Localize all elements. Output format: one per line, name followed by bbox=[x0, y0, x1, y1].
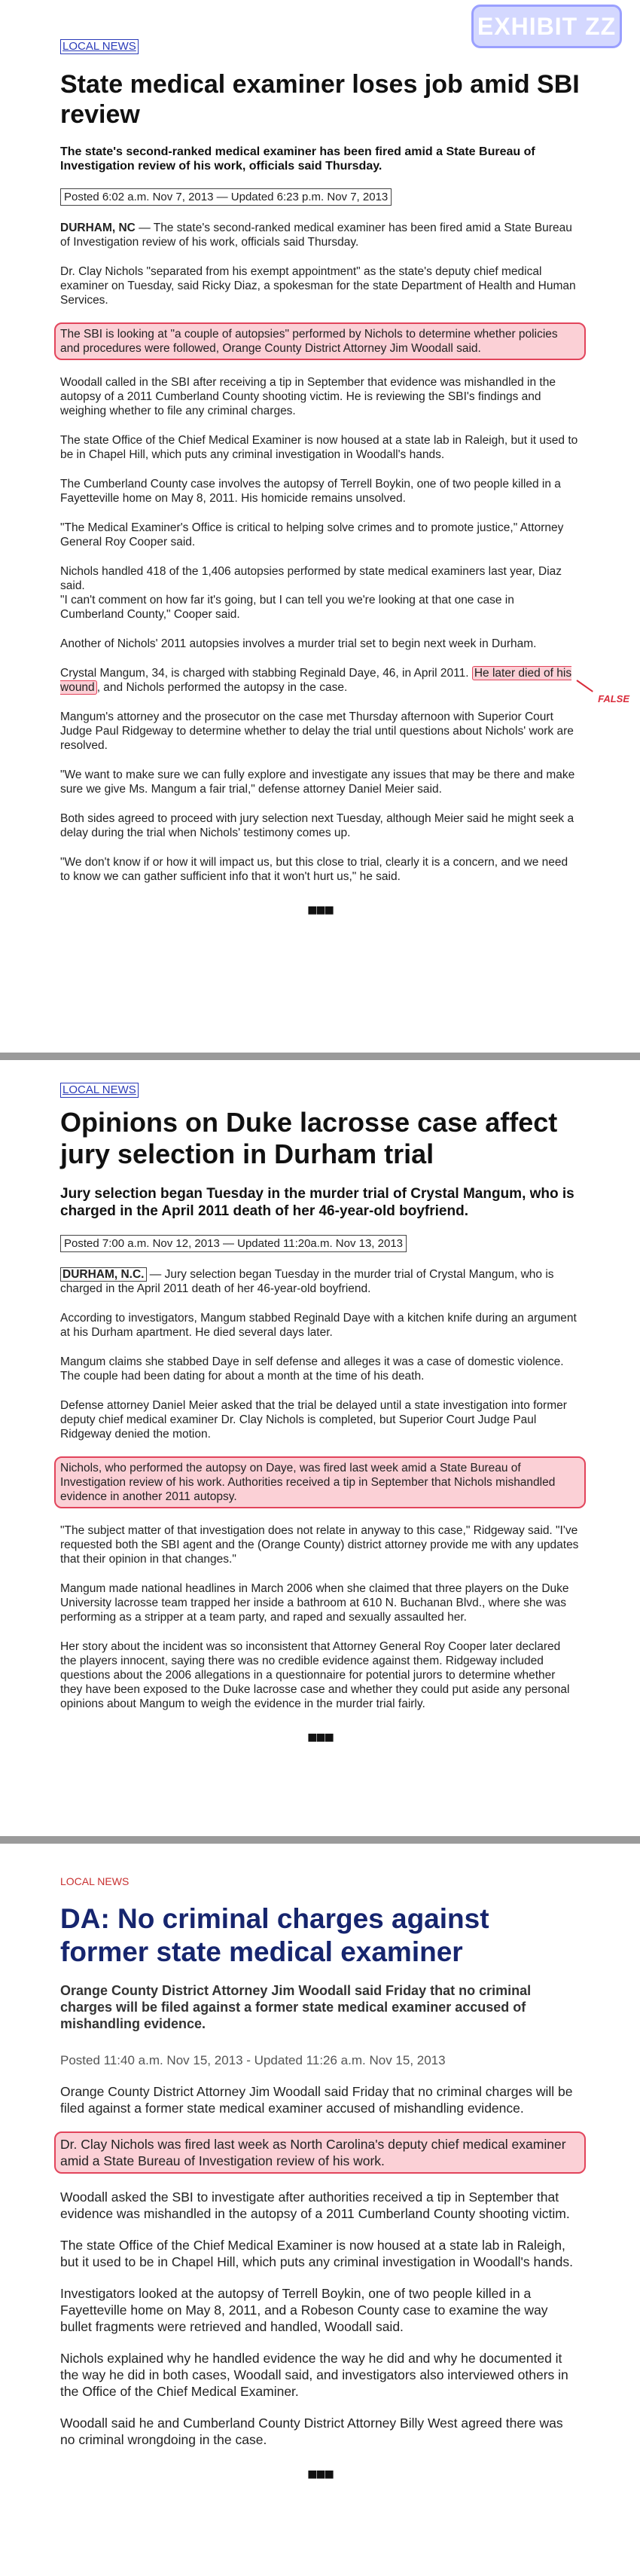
headline: State medical examiner loses job amid SBI review bbox=[60, 70, 580, 129]
paragraph: The state Office of the Chief Medical Examiner is now housed at a state lab in Raleigh, but it used to be in Chapel Hill, which puts any criminal investigation in Woodall's hands. bbox=[60, 434, 578, 461]
exhibit-stamp: EXHIBIT ZZ bbox=[471, 5, 622, 48]
paragraph: Orange County District Attorney Jim Woodall said Friday that no criminal charges will be filed against a former state medical examiner accused of mishandling evidence. bbox=[60, 2084, 573, 2116]
section-tag-link[interactable]: LOCAL NEWS bbox=[60, 39, 139, 54]
paragraph: "We don't know if or how it will impact us, but this close to trial, clearly it is a concern, and we need to know we can gather sufficient info that it won't hurt us," he said. bbox=[60, 856, 568, 883]
paragraph: Both sides agreed to proceed with jury selection next Tuesday, although Meier said he might seek a delay during the trial when Nichols' testimony comes up. bbox=[60, 812, 574, 839]
dek: The state's second-ranked medical examiner has been fired amid a State Bureau of Investigation review of his work, officials said Thursday. bbox=[60, 145, 535, 173]
paragraph-text: — Jury selection began Tuesday in the murder trial of Crystal Mangum, who is charged in the April 2011 death of her 46-year-old boyfriend. bbox=[60, 1268, 554, 1295]
section-tag: LOCAL NEWS bbox=[60, 1875, 130, 1887]
more-marker: ■■■ bbox=[307, 2464, 333, 2483]
posted-timestamp: Posted 7:00 a.m. Nov 12, 2013 — Updated 11:20a.m. Nov 13, 2013 bbox=[60, 1235, 407, 1252]
more-marker: ■■■ bbox=[307, 900, 333, 919]
dateline: DURHAM, N.C. bbox=[60, 1267, 147, 1282]
paragraph: Mangum claims she stabbed Daye in self defense and alleges it was a case of domestic violence. The couple had been dating for about a month at the time of his death. bbox=[60, 1355, 564, 1383]
dek: Orange County District Attorney Jim Woodall said Friday that no criminal charges will be filed against a former state medical examiner accused of mishandling evidence. bbox=[60, 1983, 532, 2031]
paragraph-text: "I can't comment on how far it's going, but I can tell you we're looking at that one case in Cumberland County," Cooper said. bbox=[60, 594, 514, 621]
paragraph: According to investigators, Mangum stabbed Reginald Daye with a kitchen knife during an argument at his Durham apartment. He died several days later. bbox=[60, 1312, 577, 1339]
article-divider bbox=[0, 1053, 640, 1060]
paragraph: Another of Nichols' 2011 autopsies involves a murder trial set to begin next week in Durham. bbox=[60, 637, 537, 650]
article-3 bbox=[0, 1844, 640, 2576]
paragraph: Investigators looked at the autopsy of Terrell Boykin, one of two people killed in a Fayetteville home on May 8, 2011, and a Robeson County case to examine the way bullet fragments were retrieved and handled, Woodall said. bbox=[60, 2286, 548, 2334]
paragraph bbox=[60, 221, 580, 249]
article-2 bbox=[0, 1060, 640, 1836]
paragraph bbox=[60, 666, 629, 704]
false-annotation: FALSE bbox=[598, 693, 629, 704]
paragraph: Nichols explained why he handled evidence the way he did and why he documented it the way he did in both cases, Woodall said, and investigators also interviewed others in the Office of the Chief Medical Examiner. bbox=[60, 2351, 568, 2399]
paragraph: Mangum made national headlines in March 2006 when she claimed that three players on the Duke University lacrosse team trapped her inside a bathroom at 610 N. Buchanan Blvd., where she was performing as a stripper at a team party, and raped and sexually assaulted her. bbox=[60, 1582, 569, 1624]
highlighted-paragraph: The SBI is looking at "a couple of autopsies" performed by Nichols to determine whether policies and procedures were followed, Orange County District Attorney Jim Woodall said. bbox=[54, 322, 586, 360]
paragraph: Dr. Clay Nichols "separated from his exempt appointment" as the state's deputy chief medical examiner on Tuesday, said Ricky Diaz, a spokesman for the state Department of Health and Human Services. bbox=[60, 265, 576, 307]
paragraph bbox=[60, 564, 580, 622]
paragraph: The state Office of the Chief Medical Examiner is now housed at a state lab in Raleigh, but it used to be in Chapel Hill, which puts any criminal investigation in Woodall's hands. bbox=[60, 2238, 574, 2269]
article-1 bbox=[0, 0, 640, 1053]
more-marker: ■■■ bbox=[307, 1728, 333, 1746]
dateline: DURHAM, NC bbox=[60, 222, 136, 234]
paragraph: Woodall said he and Cumberland County District Attorney Billy West agreed there was no criminal wrongdoing in the case. bbox=[60, 2416, 563, 2447]
highlighted-claim: He later died of his wound bbox=[60, 667, 572, 694]
paragraph: Her story about the incident was so inconsistent that Attorney General Roy Cooper later declared the players innocent, saying there was no credible evidence against them. Ridgeway included questions about the 2006 allegations in a questionnaire for potential jurors to determine whether they have been exposed to the Duke lacrosse case and whether they could put aside any personal opinions about Mangum to weigh the evidence in the murder trial fairly. bbox=[60, 1640, 570, 1710]
highlighted-paragraph: Nichols, who performed the autopsy on Daye, was fired last week amid a State Bureau of Investigation review of his work. Authorities received a tip in September that Nichols mishandled evidence in another 2011 autopsy. bbox=[54, 1456, 586, 1508]
paragraph: Mangum's attorney and the prosecutor on the case met Thursday afternoon with Superior Court Judge Paul Ridgeway to determine whether to delay the trial until questions about Nichols' work are resolved. bbox=[60, 710, 574, 752]
paragraph: Woodall called in the SBI after receiving a tip in September that evidence was mishandled in the autopsy of a 2011 Cumberland County shooting victim. He is reviewing the SBI's findings and weighing whether to file any criminal charges. bbox=[60, 376, 556, 417]
paragraph: "The Medical Examiner's Office is critical to helping solve crimes and to promote justice," Attorney General Roy Cooper said. bbox=[60, 521, 564, 549]
headline: DA: No criminal charges against former state medical examiner bbox=[60, 1903, 489, 1967]
annotation-pointer bbox=[576, 680, 593, 692]
paragraph bbox=[60, 1267, 580, 1296]
paragraph: The Cumberland County case involves the autopsy of Terrell Boykin, one of two people killed in a Fayetteville home on May 8, 2011. His homicide remains unsolved. bbox=[60, 478, 561, 505]
paragraph: Woodall asked the SBI to investigate after authorities received a tip in September that evidence was mishandled in the autopsy of a 2011 Cumberland County shooting victim. bbox=[60, 2189, 570, 2221]
paragraph-text: , and Nichols performed the autopsy in the case. bbox=[96, 681, 348, 694]
posted-timestamp: Posted 6:02 a.m. Nov 7, 2013 — Updated 6:23 p.m. Nov 7, 2013 bbox=[60, 188, 392, 206]
paragraph: Defense attorney Daniel Meier asked that the trial be delayed until a state investigation into former deputy chief medical examiner Dr. Clay Nichols is completed, but Superior Court Judge Paul Ridgeway denied the motion. bbox=[60, 1399, 567, 1441]
paragraph-text: — The state's second-ranked medical examiner has been fired amid a State Bureau of Investigation review of his work, officials said Thursday. bbox=[60, 222, 572, 249]
posted-timestamp: Posted 11:40 a.m. Nov 15, 2013 - Updated 11:26 a.m. Nov 15, 2013 bbox=[60, 2053, 446, 2067]
headline: Opinions on Duke lacrosse case affect jury selection in Durham trial bbox=[60, 1107, 558, 1169]
paragraph: "The subject matter of that investigation does not relate in anyway to this case," Ridgeway said. "I've requested both the SBI agent and the (Orange County) district attorney provide me with any updates that their opinion in that changes." bbox=[60, 1524, 579, 1566]
paragraph: "We want to make sure we can fully explore and investigate any issues that may be there and make sure we give Ms. Mangum a fair trial," defense attorney Daniel Meier said. bbox=[60, 769, 575, 796]
article-divider bbox=[0, 1836, 640, 1844]
highlighted-paragraph: Dr. Clay Nichols was fired last week as North Carolina's deputy chief medical examiner amid a State Bureau of Investigation review of his work. bbox=[54, 2131, 586, 2174]
dek: Jury selection began Tuesday in the murder trial of Crystal Mangum, who is charged in the April 2011 death of her 46-year-old boyfriend. bbox=[60, 1186, 574, 1219]
paragraph-text: Nichols handled 418 of the 1,406 autopsies performed by state medical examiners last year, Diaz said. bbox=[60, 565, 562, 592]
paragraph-text: Crystal Mangum, 34, is charged with stabbing Reginald Daye, 46, in April 2011. bbox=[60, 667, 472, 680]
section-tag-link[interactable]: LOCAL NEWS bbox=[60, 1083, 139, 1098]
